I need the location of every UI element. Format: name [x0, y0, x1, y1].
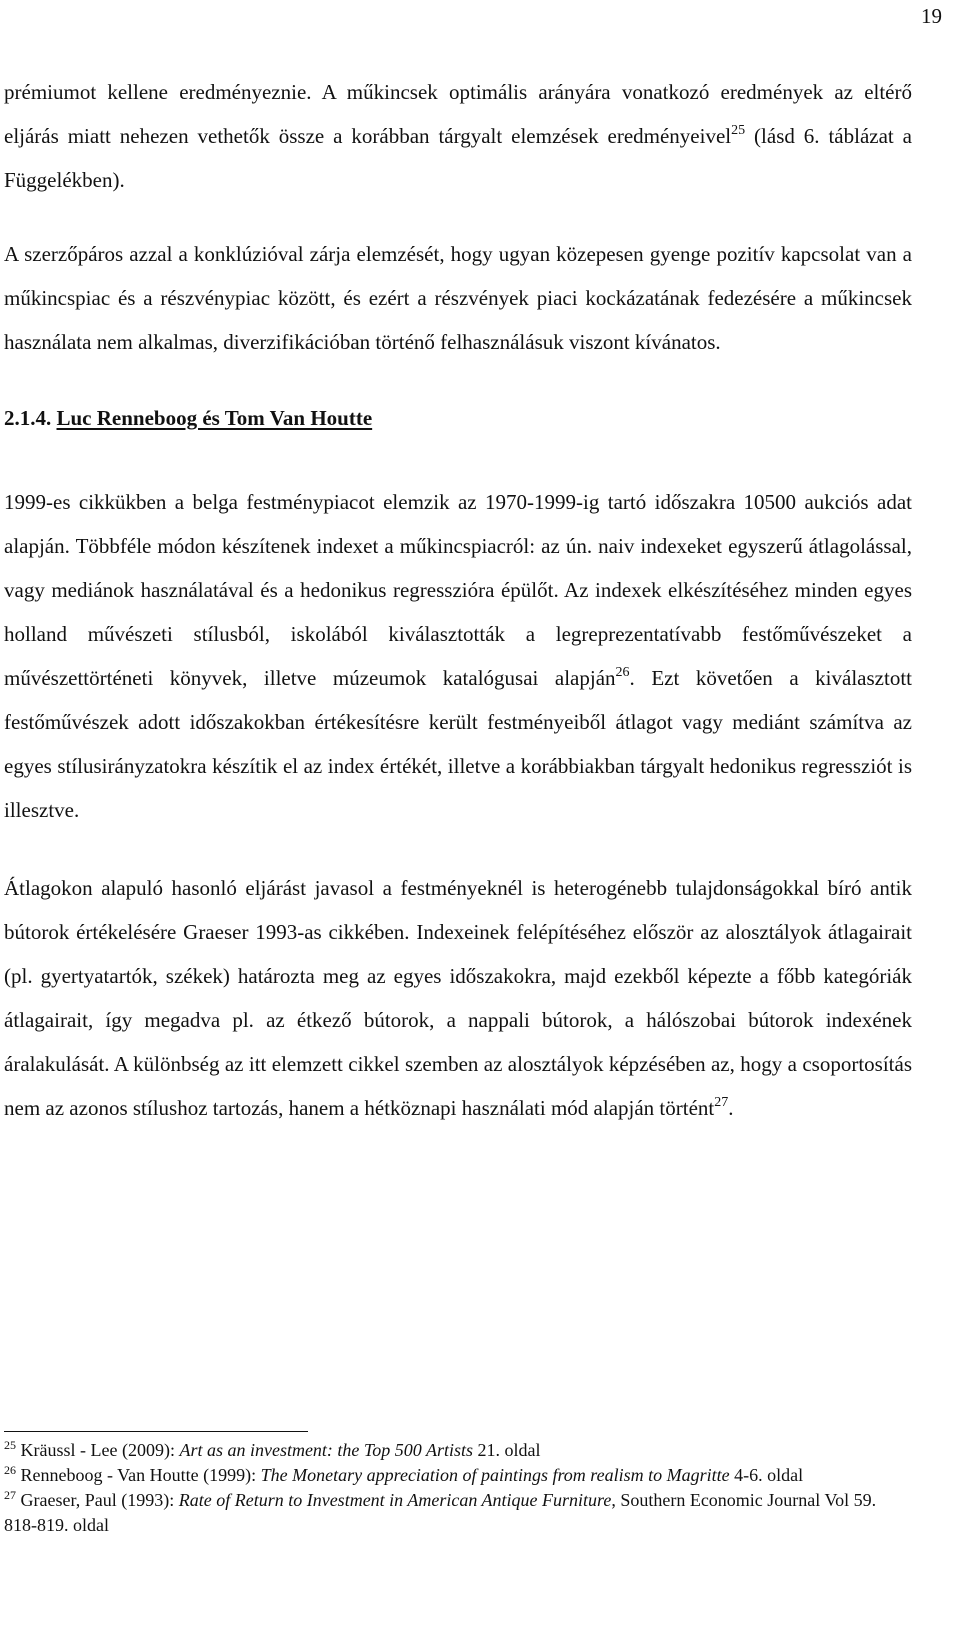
paragraph-3-text-end: . Ezt követően a kiválasztott festőművészek adott időszakokban értékesítésre került festményeiből átlagot vagy mediánt számítva az egyes stílusirányzatokra készítik el az index értékét, illetve a korábbiakban tárgyalt hedonikus regressziót is illesztve. — [4, 666, 912, 822]
section-number: 2.1.4. — [4, 406, 52, 430]
footnote-ref-25[interactable]: 25 — [731, 123, 746, 138]
footnote-separator — [4, 1431, 308, 1432]
page-number: 19 — [921, 4, 942, 28]
footnote-title: Art as an investment: the Top 500 Artists — [179, 1440, 473, 1460]
paragraph-1-text: prémiumot kellene eredményeznie. A műkincsek optimális arányára vonatkozó eredmények az eltérő eljárás miatt nehezen vethetők össze a korábban tárgyalt elemzések eredményeivel — [4, 80, 912, 148]
section-title: Luc Renneboog és Tom Van Houtte — [56, 406, 373, 430]
paragraph-1 — [4, 70, 912, 202]
footnote-page: 4-6. oldal — [729, 1465, 804, 1485]
footnote-26 — [4, 1463, 912, 1488]
paragraph-4 — [4, 866, 912, 1130]
footnote-number: 26 — [4, 1463, 16, 1477]
footnote-25 — [4, 1438, 912, 1463]
footnote-page: , Southern Economic Journal Vol 59. 818-819. oldal — [4, 1490, 877, 1535]
footnotes — [4, 1431, 912, 1538]
paragraph-3 — [4, 480, 912, 832]
document-body — [4, 70, 912, 1130]
footnote-ref-27[interactable]: 27 — [714, 1095, 729, 1110]
paragraph-3-text: 1999-es cikkükben a belga festménypiacot elemzik az 1970-1999-ig tartó időszakra 10500 aukciós adat alapján. Többféle módon készítenek indexet a műkincspiacról: az ún. naiv indexeket egyszerű átlagolással, vagy mediánok használatával és a hedonikus regresszióra épülőt. Az indexek elkészítéséhez minden egyes holland művészeti stílusból, iskolából kiválasztották a legreprezentatívabb festőművészeket a művészettörténeti könyvek, illetve múzeumok katalógusai alapján — [4, 490, 912, 690]
footnote-number: 27 — [4, 1488, 16, 1502]
footnote-ref-26[interactable]: 26 — [615, 665, 630, 680]
section-heading — [4, 398, 912, 438]
footnote-author: Kräussl - Lee (2009): — [16, 1440, 180, 1460]
footnote-page: 21. oldal — [472, 1440, 541, 1460]
paragraph-1-text-end: (lásd 6. táblázat a Függelékben). — [4, 124, 913, 192]
paragraph-4-text: Átlagokon alapuló hasonló eljárást javasol a festményeknél is heterogénebb tulajdonságokkal bíró antik bútorok értékelésére Graeser 1993-as cikkében. Indexeinek felépítéséhez először az alosztályok átlagairait (pl. gyertyatartók, székek) határozta meg az egyes időszakokra, majd ezekből képezte a főbb kategóriák átlagairait, így megadva pl. az étkező bútorok, a nappali bútorok, a hálószobai bútorok indexének áralakulását. A különbség az itt elemzett cikkel szemben az alosztályok képzésében az, hogy a csoportosítás nem az azonos stílushoz tartozás, hanem a hétköznapi használati mód alapján történt — [4, 876, 912, 1120]
footnote-27 — [4, 1488, 912, 1538]
footnote-author: Renneboog - Van Houtte (1999): — [16, 1465, 261, 1485]
footnote-number: 25 — [4, 1438, 16, 1452]
paragraph-4-text-end: . — [728, 1096, 734, 1120]
paragraph-2: A szerzőpáros azzal a konklúzióval zárja elemzését, hogy ugyan közepesen gyenge pozitív kapcsolat van a műkincspiac és a részvénypiac között, és ezért a részvények piaci kockázatának fedezésére a műkincsek használata nem alkalmas, diverzifikációban történő felhasználásuk viszont kívánatos. — [4, 242, 912, 354]
footnote-title: Rate of Return to Investment in American Antique Furniture — [178, 1490, 612, 1510]
footnote-title: The Monetary appreciation of paintings from realism to Magritte — [260, 1465, 730, 1485]
footnote-author: Graeser, Paul (1993): — [16, 1490, 179, 1510]
